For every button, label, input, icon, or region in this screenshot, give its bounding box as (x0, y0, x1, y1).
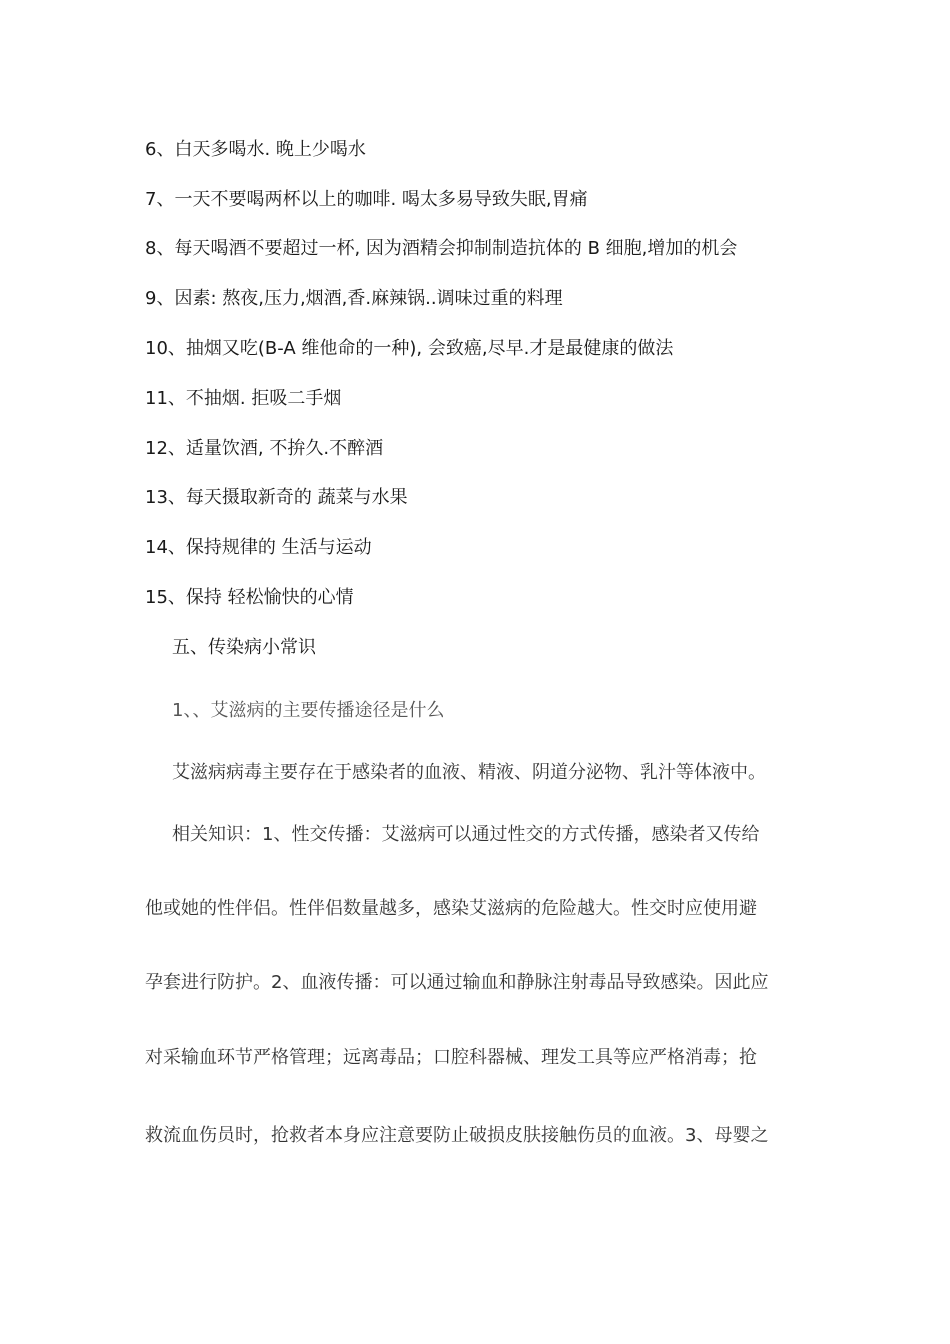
sub-heading: 1、、艾滋病的主要传播途径是什么 (172, 700, 445, 721)
paragraph-line: 相关知识：1、性交传播：艾滋病可以通过性交的方式传播，感染者又传给 (172, 824, 760, 845)
list-item: 12、适量饮酒, 不拚久.不醉酒 (145, 438, 384, 459)
paragraph-intro: 艾滋病病毒主要存在于感染者的血液、精液、阴道分泌物、乳汁等体液中。 (172, 762, 766, 783)
list-item: 10、抽烟又吃(B-A 维他命的一种), 会致癌,尽早.才是最健康的做法 (145, 338, 674, 359)
list-item: 9、因素: 熬夜,压力,烟酒,香.麻辣锅..调味过重的料理 (145, 288, 563, 309)
paragraph-line: 孕套进行防护。2、血液传播：可以通过输血和静脉注射毒品导致感染。因此应 (145, 972, 769, 993)
list-item: 15、保持 轻松愉快的心情 (145, 587, 354, 608)
paragraph-line: 他或她的性伴侣。性伴侣数量越多，感染艾滋病的危险越大。性交时应使用避 (145, 898, 757, 919)
list-item: 14、保持规律的 生活与运动 (145, 537, 372, 558)
paragraph-line: 救流血伤员时，抢救者本身应注意要防止破损皮肤接触伤员的血液。3、母婴之 (145, 1125, 769, 1146)
list-item: 11、不抽烟. 拒吸二手烟 (145, 388, 342, 409)
section-heading: 五、传染病小常识 (172, 637, 316, 658)
list-item: 13、每天摄取新奇的 蔬菜与水果 (145, 487, 408, 508)
paragraph-line: 对采输血环节严格管理；远离毒品；口腔科器械、理发工具等应严格消毒；抢 (145, 1047, 757, 1068)
list-item: 7、一天不要喝两杯以上的咖啡. 喝太多易导致失眠,胃痛 (145, 189, 588, 210)
list-item: 8、每天喝酒不要超过一杯, 因为酒精会抑制制造抗体的 B 细胞,增加的机会 (145, 238, 738, 259)
list-item: 6、白天多喝水. 晚上少喝水 (145, 139, 366, 160)
